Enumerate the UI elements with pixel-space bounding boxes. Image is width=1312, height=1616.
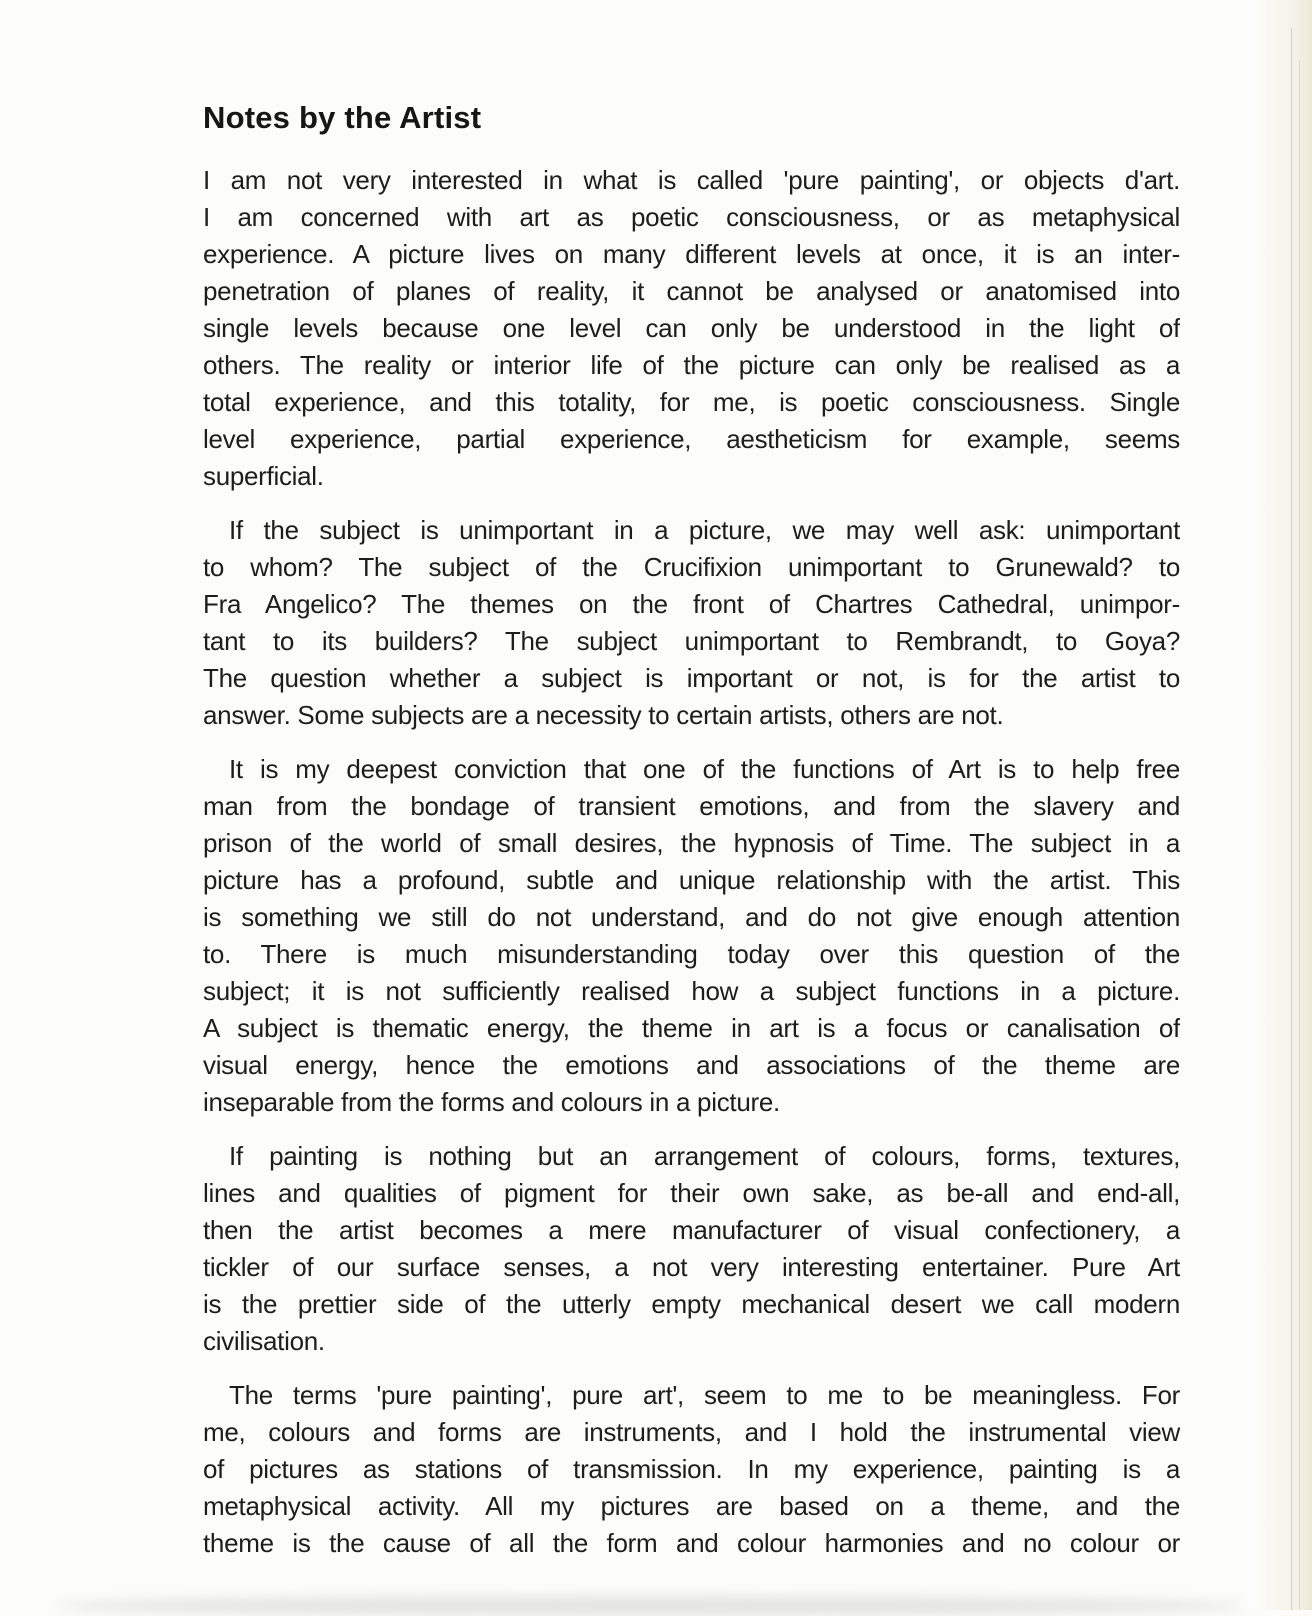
text-line: I am concerned with art as poetic consciousness, or as metaphysical <box>203 202 1180 232</box>
text-line: theme is the cause of all the form and colour harmonies and no colour or <box>203 1528 1180 1558</box>
text-line: tant to its builders? The subject unimportant to Rembrandt, to Goya? <box>203 626 1180 656</box>
text-line: man from the bondage of transient emotions, and from the slavery and <box>203 791 1180 821</box>
text-line: superficial. <box>203 461 324 491</box>
text-line: single levels because one level can only be understood in the light of <box>203 313 1180 343</box>
paragraph <box>203 162 1180 495</box>
text-line: level experience, partial experience, aestheticism for example, seems <box>203 424 1180 454</box>
text-line: to whom? The subject of the Crucifixion unimportant to Grunewald? to <box>203 552 1180 582</box>
text-line: experience. A picture lives on many different levels at once, it is an inter- <box>203 239 1180 269</box>
text-line: prison of the world of small desires, the hypnosis of Time. The subject in a <box>203 828 1180 858</box>
text-line: answer. Some subjects are a necessity to certain artists, others are not. <box>203 700 1004 730</box>
scan-bottom-artifact <box>55 1596 1245 1616</box>
paragraph <box>203 512 1180 734</box>
text-line: penetration of planes of reality, it cannot be analysed or anatomised into <box>203 276 1180 306</box>
text-line: I am not very interested in what is called 'pure painting', or objects d'art. <box>203 165 1180 195</box>
paragraph <box>203 1138 1180 1360</box>
page-title: Notes by the Artist <box>203 100 482 135</box>
scan-page-edge-line <box>1299 60 1300 1610</box>
text-line: If the subject is unimportant in a picture, we may well ask: unimportant <box>229 515 1180 545</box>
text-line: picture has a profound, subtle and unique relationship with the artist. This <box>203 865 1180 895</box>
page-text <box>203 100 1180 1579</box>
text-line: If painting is nothing but an arrangement of colours, forms, textures, <box>229 1141 1180 1171</box>
text-line: The question whether a subject is important or not, is for the artist to <box>203 663 1180 693</box>
text-line: Fra Angelico? The themes on the front of Chartres Cathedral, unimpor- <box>203 589 1180 619</box>
text-line: The terms 'pure painting', pure art', seem to me to be meaningless. For <box>229 1380 1180 1410</box>
paragraphs-container <box>203 162 1180 1562</box>
text-line: lines and qualities of pigment for their own sake, as be-all and end-all, <box>203 1178 1180 1208</box>
text-line: inseparable from the forms and colours in a picture. <box>203 1087 780 1117</box>
text-line: to. There is much misunderstanding today over this question of the <box>203 939 1180 969</box>
paragraph <box>203 751 1180 1121</box>
text-line: metaphysical activity. All my pictures are based on a theme, and the <box>203 1491 1180 1521</box>
text-line: A subject is thematic energy, the theme in art is a focus or canalisation of <box>203 1013 1180 1043</box>
scan-page-edge-line <box>1291 28 1292 1610</box>
text-line: is something we still do not understand, and do not give enough attention <box>203 902 1180 932</box>
text-line: me, colours and forms are instruments, and I hold the instrumental view <box>203 1417 1180 1447</box>
scan-page-edge-tint <box>1256 0 1312 1610</box>
text-line: is the prettier side of the utterly empty mechanical desert we call modern <box>203 1289 1180 1319</box>
text-line: then the artist becomes a mere manufacturer of visual confectionery, a <box>203 1215 1180 1245</box>
text-line: total experience, and this totality, for me, is poetic consciousness. Single <box>203 387 1180 417</box>
paragraph <box>203 1377 1180 1562</box>
text-line: It is my deepest conviction that one of the functions of Art is to help free <box>229 754 1180 784</box>
text-line: civilisation. <box>203 1326 325 1356</box>
text-line: subject; it is not sufficiently realised how a subject functions in a picture. <box>203 976 1180 1006</box>
text-line: others. The reality or interior life of the picture can only be realised as a <box>203 350 1180 380</box>
text-line: tickler of our surface senses, a not very interesting entertainer. Pure Art <box>203 1252 1180 1282</box>
text-line: visual energy, hence the emotions and associations of the theme are <box>203 1050 1180 1080</box>
text-line: of pictures as stations of transmission. In my experience, painting is a <box>203 1454 1180 1484</box>
